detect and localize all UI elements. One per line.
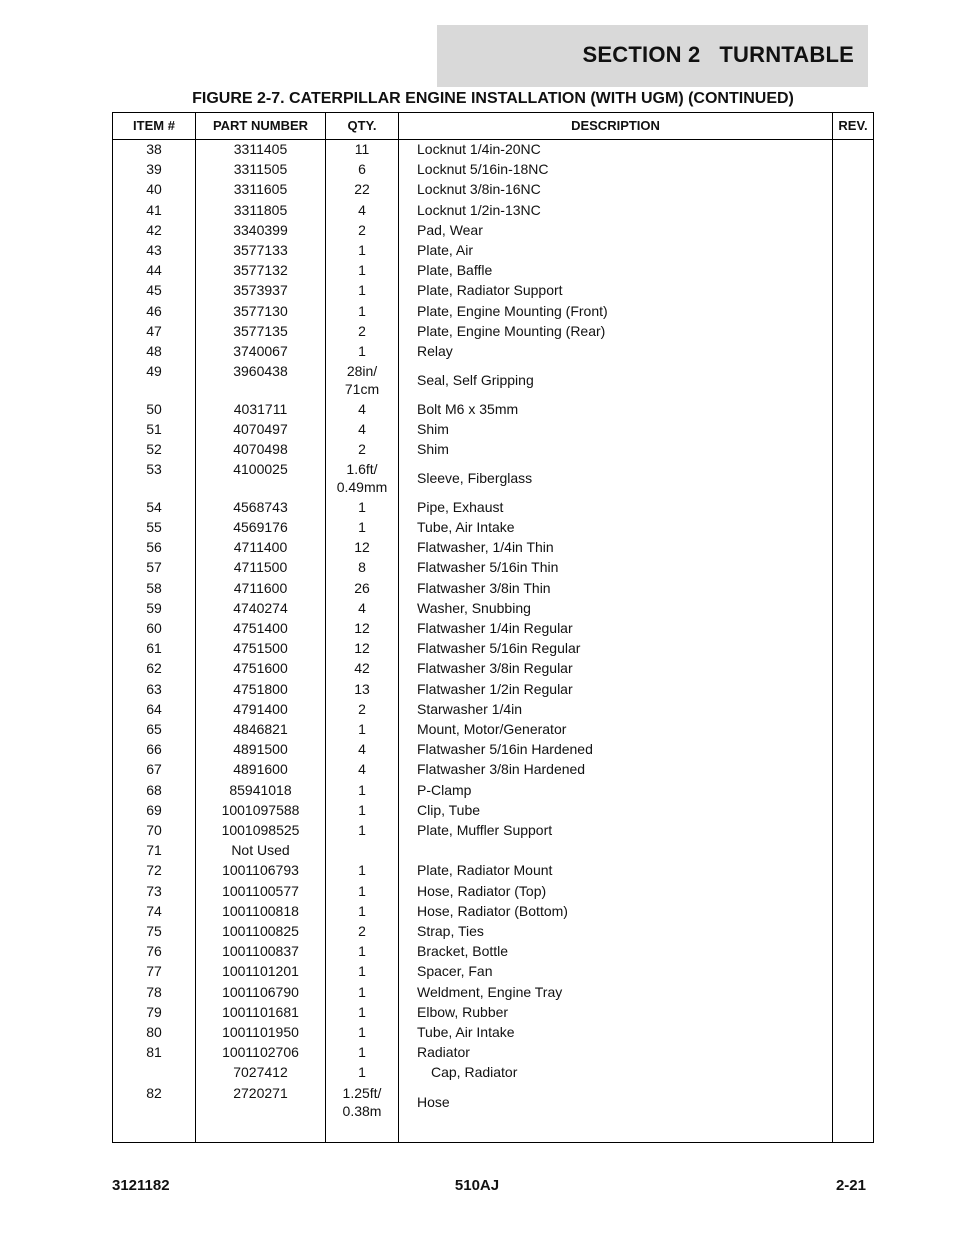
- quantity: 1: [358, 943, 366, 960]
- item-number: 68: [146, 781, 162, 798]
- description: Tube, Air Intake: [417, 519, 515, 535]
- quantity: 2: [358, 700, 366, 717]
- description: Shim: [417, 441, 449, 458]
- part-number: 3740067: [233, 343, 288, 359]
- quantity: 1: [358, 519, 366, 535]
- description: Flatwasher 5/16in Hardened: [417, 741, 593, 758]
- description: Plate, Engine Mounting (Rear): [417, 322, 606, 339]
- table-row: [113, 1023, 873, 1043]
- item-number: 57: [146, 559, 162, 576]
- table-row: [113, 740, 873, 760]
- item-number: 53: [146, 461, 162, 478]
- table-row: [113, 821, 873, 841]
- table-row: [113, 201, 873, 221]
- description: Flatwasher 3/8in Thin: [417, 579, 551, 596]
- description: Shim: [417, 420, 449, 437]
- quantity: 1: [358, 721, 366, 737]
- quantity: 2: [358, 322, 366, 339]
- part-number: 4751400: [233, 620, 288, 636]
- description: Strap, Ties: [417, 923, 484, 939]
- table-row: [113, 342, 873, 362]
- table-row: [113, 322, 873, 342]
- part-number: 1001101681: [222, 1003, 299, 1020]
- quantity: 1: [358, 963, 366, 980]
- item-number: 39: [146, 161, 162, 178]
- description: Plate, Engine Mounting (Front): [417, 302, 608, 319]
- part-number: 2720271: [233, 1084, 288, 1101]
- quantity: 4: [358, 420, 366, 437]
- table-row: [113, 861, 873, 881]
- part-number: 4031711: [233, 400, 288, 417]
- part-number: 1001101201: [222, 963, 299, 980]
- description: Clip, Tube: [417, 801, 481, 818]
- table-row: [113, 261, 873, 281]
- part-number: 4711500: [233, 559, 288, 576]
- column-header-rev: REV.: [838, 118, 868, 133]
- item-number: 66: [146, 741, 162, 758]
- part-number: 1001101950: [222, 1024, 299, 1040]
- item-number: 81: [146, 1044, 162, 1061]
- item-number: 45: [146, 282, 162, 299]
- table-row: [113, 400, 873, 420]
- quantity: 1: [358, 498, 366, 515]
- description: Flatwasher 3/8in Hardened: [417, 761, 586, 778]
- description: Pad, Wear: [417, 221, 483, 238]
- quantity: 1.25ft/: [342, 1084, 382, 1101]
- item-number: 59: [146, 599, 162, 616]
- table-row: [113, 720, 873, 740]
- description: Pipe, Exhaust: [417, 498, 504, 515]
- part-number: 85941018: [229, 781, 292, 798]
- part-number: 4846821: [233, 721, 288, 737]
- description: Starwasher 1/4in: [417, 700, 523, 717]
- description: Spacer, Fan: [417, 963, 493, 980]
- quantity: 1: [358, 1064, 366, 1081]
- quantity: 13: [354, 680, 370, 697]
- table-row: [113, 781, 873, 801]
- part-number: 1001100577: [222, 882, 299, 899]
- item-number: 62: [146, 660, 162, 677]
- part-number: 1001100837: [222, 943, 299, 960]
- quantity: 42: [354, 660, 370, 677]
- quantity: 1: [358, 343, 366, 359]
- description: Plate, Baffle: [417, 262, 493, 279]
- description: Locknut 3/8in-16NC: [417, 181, 541, 198]
- quantity-second-line: 0.49mm: [336, 479, 388, 496]
- part-number: 4100025: [233, 461, 288, 478]
- table-row: [113, 498, 873, 518]
- item-number: 49: [146, 363, 162, 380]
- description: Bracket, Bottle: [417, 943, 509, 960]
- description: Locknut 5/16in-18NC: [417, 161, 549, 178]
- column-header-part-number: PART NUMBER: [212, 118, 309, 133]
- table-row: [113, 1063, 873, 1083]
- quantity: 1: [358, 1003, 366, 1020]
- part-number: 1001100825: [222, 923, 299, 939]
- quantity: 2: [358, 221, 366, 238]
- table-row: [113, 760, 873, 780]
- description: Washer, Snubbing: [417, 599, 531, 616]
- quantity: 4: [358, 761, 366, 778]
- quantity: 1: [358, 302, 366, 319]
- column-header-description: DESCRIPTION: [571, 118, 660, 133]
- description: Plate, Air: [417, 242, 474, 258]
- item-number: 42: [146, 221, 162, 238]
- description: Hose, Radiator (Top): [417, 882, 547, 899]
- item-number: 58: [146, 579, 162, 596]
- item-number: 79: [146, 1003, 162, 1020]
- table-row: [113, 1084, 873, 1122]
- quantity-second-line: 0.38m: [342, 1102, 382, 1119]
- table-row: [113, 801, 873, 821]
- section-banner: [437, 25, 868, 87]
- description: Flatwasher, 1/4in Thin: [417, 539, 554, 556]
- table-row: [113, 700, 873, 720]
- footer-model: 510AJ: [454, 1177, 500, 1194]
- column-header-item: ITEM #: [133, 118, 175, 133]
- part-number: 4070497: [233, 420, 288, 437]
- quantity: 1: [358, 1044, 366, 1061]
- part-number: 4791400: [233, 700, 288, 717]
- part-number: 4891500: [233, 741, 288, 758]
- item-number: 73: [146, 882, 162, 899]
- part-number: 3311405: [233, 141, 288, 157]
- table-row: [113, 962, 873, 982]
- quantity: 1: [358, 282, 366, 299]
- description: Locknut 1/4in-20NC: [417, 141, 541, 157]
- table-row: [113, 420, 873, 440]
- part-number: 1001106790: [222, 983, 299, 1000]
- part-number: 4751800: [233, 680, 288, 697]
- quantity: 1: [358, 1024, 366, 1040]
- part-number: 3577130: [233, 302, 288, 319]
- item-number: 65: [146, 721, 162, 737]
- part-number: 3577132: [233, 262, 288, 279]
- description: Flatwasher 3/8in Regular: [417, 660, 573, 677]
- footer-page-number: 2-21: [835, 1177, 866, 1194]
- item-number: 67: [146, 761, 162, 778]
- quantity: 12: [354, 539, 370, 556]
- table-row: [113, 922, 873, 942]
- item-number: 76: [146, 943, 162, 960]
- part-number: 3573937: [233, 282, 288, 299]
- part-number: 3577135: [233, 322, 288, 339]
- quantity: 1: [358, 262, 366, 279]
- description: Locknut 1/2in-13NC: [417, 201, 541, 218]
- item-number: 74: [146, 902, 162, 919]
- quantity: 2: [358, 923, 366, 939]
- quantity: 4: [358, 599, 366, 616]
- description: Flatwasher 5/16in Thin: [417, 559, 559, 576]
- item-number: 77: [146, 963, 162, 980]
- quantity: 2: [358, 441, 366, 458]
- description: Bolt M6 x 35mm: [417, 400, 519, 417]
- table-row: [113, 983, 873, 1003]
- part-number: 1001097588: [221, 801, 300, 818]
- table-row: [113, 180, 873, 200]
- description: Flatwasher 1/4in Regular: [417, 620, 573, 636]
- description: Plate, Muffler Support: [417, 822, 553, 838]
- table-row: [113, 599, 873, 619]
- table-row: [113, 841, 873, 861]
- part-number: 4740274: [233, 599, 288, 616]
- item-number: 54: [146, 498, 162, 515]
- quantity: 6: [358, 161, 366, 178]
- quantity: 1.6ft/: [346, 461, 378, 478]
- quantity: 11: [354, 141, 370, 157]
- table-row: [113, 281, 873, 301]
- quantity: 1: [358, 822, 366, 838]
- quantity: 4: [358, 201, 366, 218]
- description: Radiator: [417, 1044, 470, 1061]
- item-number: 41: [146, 201, 162, 218]
- quantity: 28in/: [346, 363, 378, 380]
- item-number: 50: [146, 400, 162, 417]
- table-row: [113, 440, 873, 460]
- quantity: 1: [358, 902, 366, 919]
- part-number: 4569176: [233, 519, 288, 535]
- quantity: 8: [358, 559, 366, 576]
- parts-table: [112, 112, 874, 1143]
- table-row: [113, 160, 873, 180]
- quantity: 1: [358, 983, 366, 1000]
- item-number: 46: [146, 302, 162, 319]
- item-number: 48: [146, 343, 162, 359]
- part-number: 4711400: [233, 539, 288, 556]
- table-row: [113, 1043, 873, 1063]
- quantity: 4: [358, 400, 366, 417]
- item-number: 55: [146, 519, 162, 535]
- item-number: 64: [146, 700, 162, 717]
- item-number: 44: [146, 262, 162, 279]
- quantity: 4: [358, 741, 366, 758]
- part-number: 7027412: [233, 1064, 288, 1081]
- item-number: 43: [146, 242, 162, 258]
- table-row: [113, 882, 873, 902]
- item-number: 80: [146, 1024, 162, 1040]
- part-number: 1001098525: [221, 822, 300, 838]
- item-number: 63: [146, 680, 162, 697]
- table-row: [113, 221, 873, 241]
- table-row: [113, 518, 873, 538]
- part-number: 3577133: [233, 242, 288, 258]
- description: Flatwasher 1/2in Regular: [417, 680, 573, 697]
- quantity: 1: [358, 242, 366, 258]
- description: Mount, Motor/Generator: [417, 721, 567, 737]
- description: Elbow, Rubber: [417, 1003, 509, 1020]
- part-number: 3960438: [233, 363, 288, 380]
- description: P-Clamp: [417, 781, 472, 798]
- part-number: 1001102706: [222, 1044, 299, 1061]
- description: Hose: [417, 1093, 450, 1110]
- item-number: 60: [146, 620, 162, 636]
- item-number: 72: [146, 862, 162, 879]
- table-row: [113, 558, 873, 578]
- quantity: 1: [358, 882, 366, 899]
- part-number: 4751500: [233, 640, 288, 657]
- part-number: 4711600: [233, 579, 288, 596]
- item-number: 70: [146, 822, 162, 838]
- item-number: 82: [146, 1084, 162, 1101]
- quantity: 1: [358, 781, 366, 798]
- quantity: 1: [358, 862, 366, 879]
- part-number: 3311805: [233, 201, 288, 218]
- description: Cap, Radiator: [431, 1064, 518, 1081]
- table-row: [113, 140, 873, 160]
- quantity-second-line: 71cm: [344, 381, 380, 398]
- table-row: [113, 241, 873, 261]
- part-number: Not Used: [231, 842, 290, 859]
- table-row: [113, 659, 873, 679]
- quantity: 12: [354, 620, 370, 636]
- table-row: [113, 579, 873, 599]
- table-row: [113, 902, 873, 922]
- quantity: 1: [358, 801, 366, 818]
- table-row: [113, 619, 873, 639]
- item-number: 75: [146, 923, 162, 939]
- item-number: 71: [146, 842, 162, 859]
- description: Plate, Radiator Support: [417, 282, 563, 299]
- part-number: 4751600: [233, 660, 288, 677]
- column-header-qty: QTY.: [347, 118, 377, 133]
- quantity: 12: [354, 640, 370, 657]
- table-row: [113, 1003, 873, 1023]
- description: Seal, Self Gripping: [417, 372, 534, 389]
- table-row: [113, 680, 873, 700]
- table-row: [113, 639, 873, 659]
- table-row: [113, 538, 873, 558]
- part-number: 4568743: [233, 498, 288, 515]
- description: Hose, Radiator (Bottom): [417, 902, 568, 919]
- quantity: 26: [354, 579, 370, 596]
- description: Plate, Radiator Mount: [417, 862, 553, 879]
- table-row: [113, 362, 873, 400]
- item-number: 78: [146, 983, 162, 1000]
- item-number: 69: [146, 801, 162, 818]
- part-number: 4070498: [233, 441, 288, 458]
- part-number: 1001106793: [222, 862, 299, 879]
- part-number: 1001100818: [222, 902, 299, 919]
- section-title: SECTION 2 TURNTABLE: [582, 42, 854, 67]
- item-number: 61: [146, 640, 162, 657]
- description: Weldment, Engine Tray: [417, 983, 563, 1000]
- item-number: 47: [146, 322, 162, 339]
- part-number: 4891600: [233, 761, 288, 778]
- item-number: 38: [146, 141, 162, 157]
- table-row: [113, 460, 873, 498]
- table-row: [113, 942, 873, 962]
- item-number: 52: [146, 441, 162, 458]
- description: Relay: [417, 343, 453, 359]
- part-number: 3311605: [233, 181, 288, 198]
- part-number: 3311505: [233, 161, 288, 178]
- item-number: 51: [146, 420, 162, 437]
- quantity: 22: [354, 181, 370, 198]
- item-number: 40: [146, 181, 162, 198]
- table-row: [113, 302, 873, 322]
- item-number: 56: [146, 539, 162, 556]
- description: Tube, Air Intake: [417, 1024, 515, 1040]
- part-number: 3340399: [233, 221, 288, 238]
- footer-doc-number: 3121182: [112, 1177, 170, 1194]
- description: Flatwasher 5/16in Regular: [417, 640, 581, 657]
- description: Sleeve, Fiberglass: [417, 470, 533, 487]
- figure-title: FIGURE 2-7. CATERPILLAR ENGINE INSTALLATION (WITH UGM) (CONTINUED): [192, 90, 794, 107]
